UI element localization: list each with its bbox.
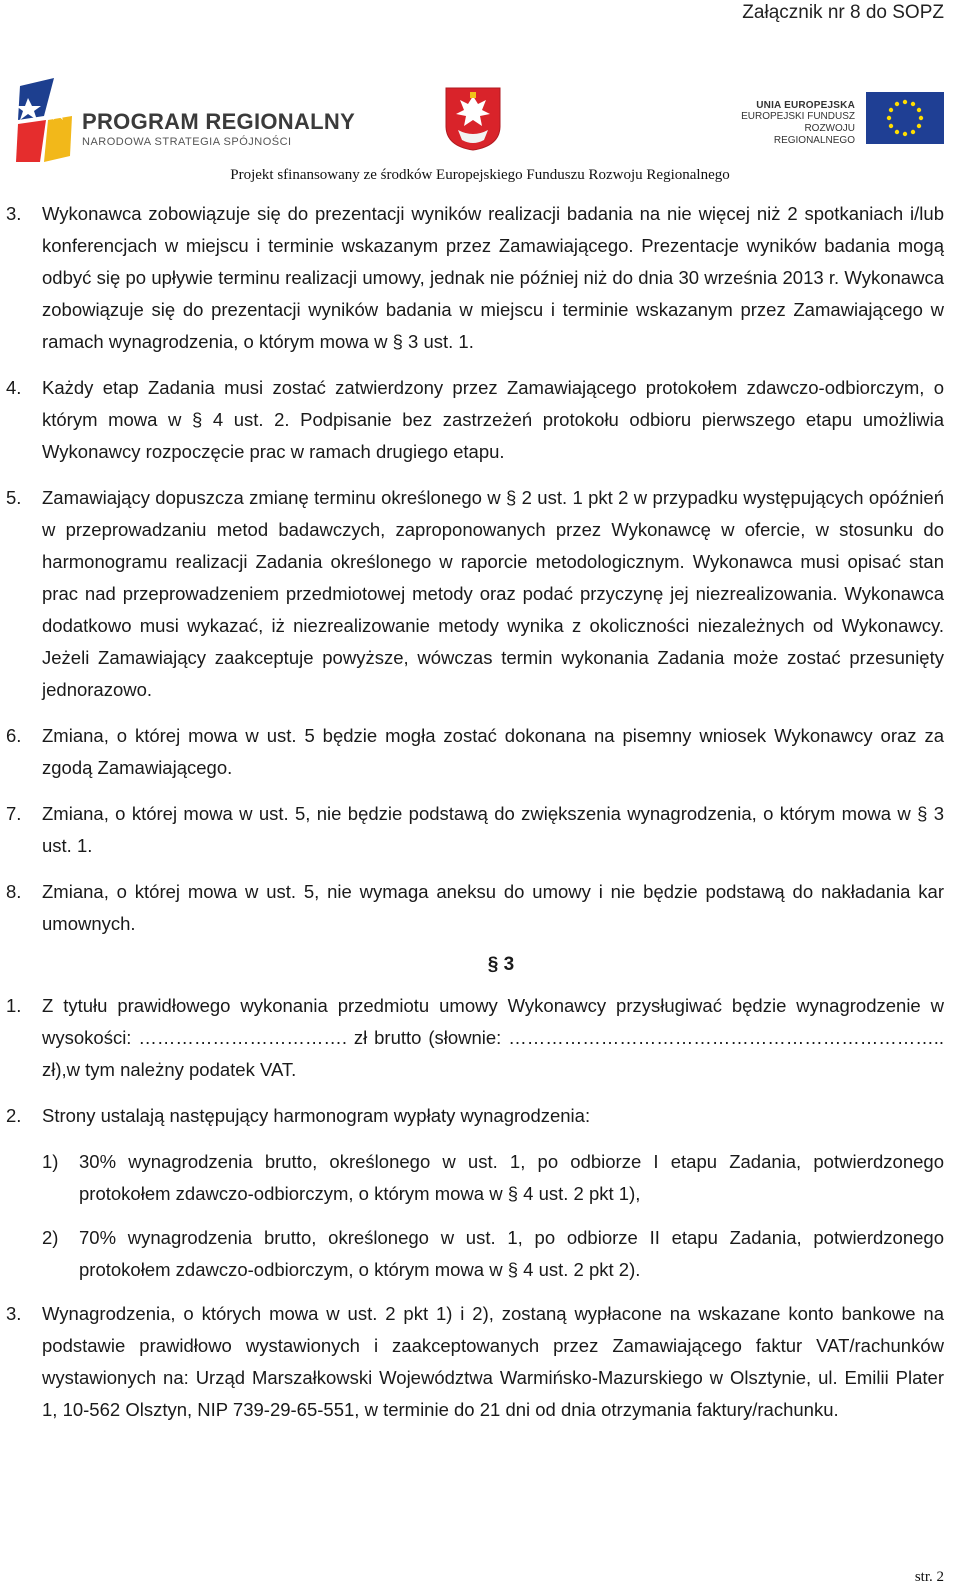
list-item (0, 876, 960, 940)
item-text: Strony ustalają następujący harmonogram wypłaty wynagrodzenia: (42, 1105, 591, 1126)
item-text: Zmiana, o której mowa w ust. 5, nie będzie podstawą do zwiększenia wynagrodzenia, o którym mowa w § 3 ust. 1. (42, 803, 944, 856)
item-text: Z tytułu prawidłowego wykonania przedmiotu umowy Wykonawcy przysługiwać będzie wynagrodzenie w wysokości: ……………………………. zł brutto (słownie: …………………………………………………………….. zł),w tym należny podatek VAT. (42, 995, 944, 1080)
eu-line-1: UNIA EUROPEJSKA (756, 100, 855, 111)
voivodeship-crest-icon (444, 86, 502, 152)
eu-text (729, 100, 855, 147)
item-text: Zamawiający dopuszcza zmianę terminu określonego w § 2 ust. 1 pkt 2 w przypadku występujących opóźnień w przeprowadzaniu metod badawczych, zaproponowanych przez Wykonawcę w ofercie, w stosunku do harmonogramu realizacji Zadania określonego w raporcie metodologicznym. Wykonawca musi opisać stan prac nad przeprowadzeniem przedmiotowej metody oraz podać przyczynę jej niezrealizowania. Wykonawca dodatkowo musi wykazać, iż niezrealizowanie metody wynika z okoliczności niezależnych od Wykonawcy. Jeżeli Zamawiający zaakceptuje powyższe, wówczas termin wykonania Zadania może zostać przesunięty jednorazowo. (42, 487, 944, 700)
program-regionalny-logo (14, 76, 374, 166)
funding-note: Projekt sfinansowany ze środków Europejskiego Funduszu Rozwoju Regionalnego (230, 167, 730, 183)
document-body (0, 198, 960, 1440)
list-item (0, 990, 960, 1086)
item-text: Zmiana, o której mowa w ust. 5, nie wymaga aneksu do umowy i nie będzie podstawą do nakładania kar umownych. (42, 881, 944, 934)
item-text: Każdy etap Zadania musi zostać zatwierdzony przez Zamawiającego protokołem zdawczo-odbiorczym, o którym mowa w § 4 ust. 2. Podpisanie bez zastrzeżeń protokołu odbioru pierwszego etapu umożliwia Wykonawcy rozpoczęcie prac w ramach drugiego etapu. (42, 377, 944, 462)
item-text: Wykonawca zobowiązuje się do prezentacji wyników realizacji badania na nie więcej niż 2 spotkaniach i/lub konferencjach w miejscu i terminie wskazanym przez Zamawiającego. Prezentacje wyników badania mogą odbyć się po upływie terminu realizacji umowy, jednak nie później niż do dnia 30 września 2013 r. Wykonawca zobowiązuje się do prezentacji wyników badania w miejscu i terminie wskazanym przez Zamawiającego w ramach wynagrodzenia, o którym mowa w § 3 ust. 1. (42, 203, 944, 352)
section-title: § 3 (487, 954, 515, 975)
program-regionalny-text (82, 110, 355, 148)
item-number: 5. (6, 487, 22, 508)
item-number: 4. (6, 377, 22, 398)
page-number: str. 2 (914, 1569, 944, 1585)
logo-bar (0, 70, 960, 170)
list-item (0, 372, 960, 468)
eu-logo (729, 92, 944, 148)
eu-line-2: EUROPEJSKI FUNDUSZ (741, 111, 855, 122)
program-regionalny-mark-icon (14, 76, 76, 166)
item-text: Zmiana, o której mowa w ust. 5 będzie mogła zostać dokonana na pisemny wniosek Wykonawcy oraz za zgodą Zamawiającego. (42, 725, 944, 778)
list-item (0, 1298, 960, 1426)
item-number: 6. (6, 725, 22, 746)
list-item (0, 1100, 960, 1132)
list-item (0, 482, 960, 706)
item-number: 3. (6, 203, 22, 224)
sub-list-item (0, 1222, 960, 1286)
item-number: 3. (6, 1303, 22, 1324)
eu-flag-icon (866, 92, 944, 144)
list-item (0, 720, 960, 784)
item-text: Wynagrodzenia, o których mowa w ust. 2 pkt 1) i 2), zostaną wypłacone na wskazane konto bankowe na podstawie prawidłowo wystawionych i zaakceptowanych przez Zamawiającego faktur VAT/rachunków wystawionych na: Urząd Marszałkowski Województwa Warmińsko-Mazurskiego w Olsztynie, ul. Emilii Plater 1, 10-562 Olsztyn, NIP 739-29-65-551, w terminie do 21 dni od dnia otrzymania faktury/rachunku. (42, 1303, 944, 1420)
eu-line-3: ROZWOJU REGIONALNEGO (773, 123, 855, 146)
sub-item-text: 70% wynagrodzenia brutto, określonego w ust. 1, po odbiorze II etapu Zadania, potwierdzonego protokołem zdawczo-odbiorczym, o którym mowa w § 4 ust. 2 pkt 2). (79, 1227, 944, 1280)
item-number: 2. (6, 1105, 22, 1126)
annex-label: Załącznik nr 8 do SOPZ (742, 2, 944, 23)
sub-item-number: 1) (42, 1151, 59, 1172)
program-subtitle: NARODOWA STRATEGIA SPÓJNOŚCI (82, 136, 292, 148)
program-title: PROGRAM REGIONALNY (82, 109, 356, 134)
item-number: 8. (6, 881, 22, 902)
item-number: 1. (6, 995, 22, 1016)
list-item (0, 798, 960, 862)
list-item (0, 198, 960, 358)
item-number: 7. (6, 803, 22, 824)
sub-item-number: 2) (42, 1227, 59, 1248)
sub-item-text: 30% wynagrodzenia brutto, określonego w ust. 1, po odbiorze I etapu Zadania, potwierdzonego protokołem zdawczo-odbiorczym, o którym mowa w § 4 ust. 2 pkt 1), (79, 1151, 944, 1204)
sub-list-item (0, 1146, 960, 1210)
